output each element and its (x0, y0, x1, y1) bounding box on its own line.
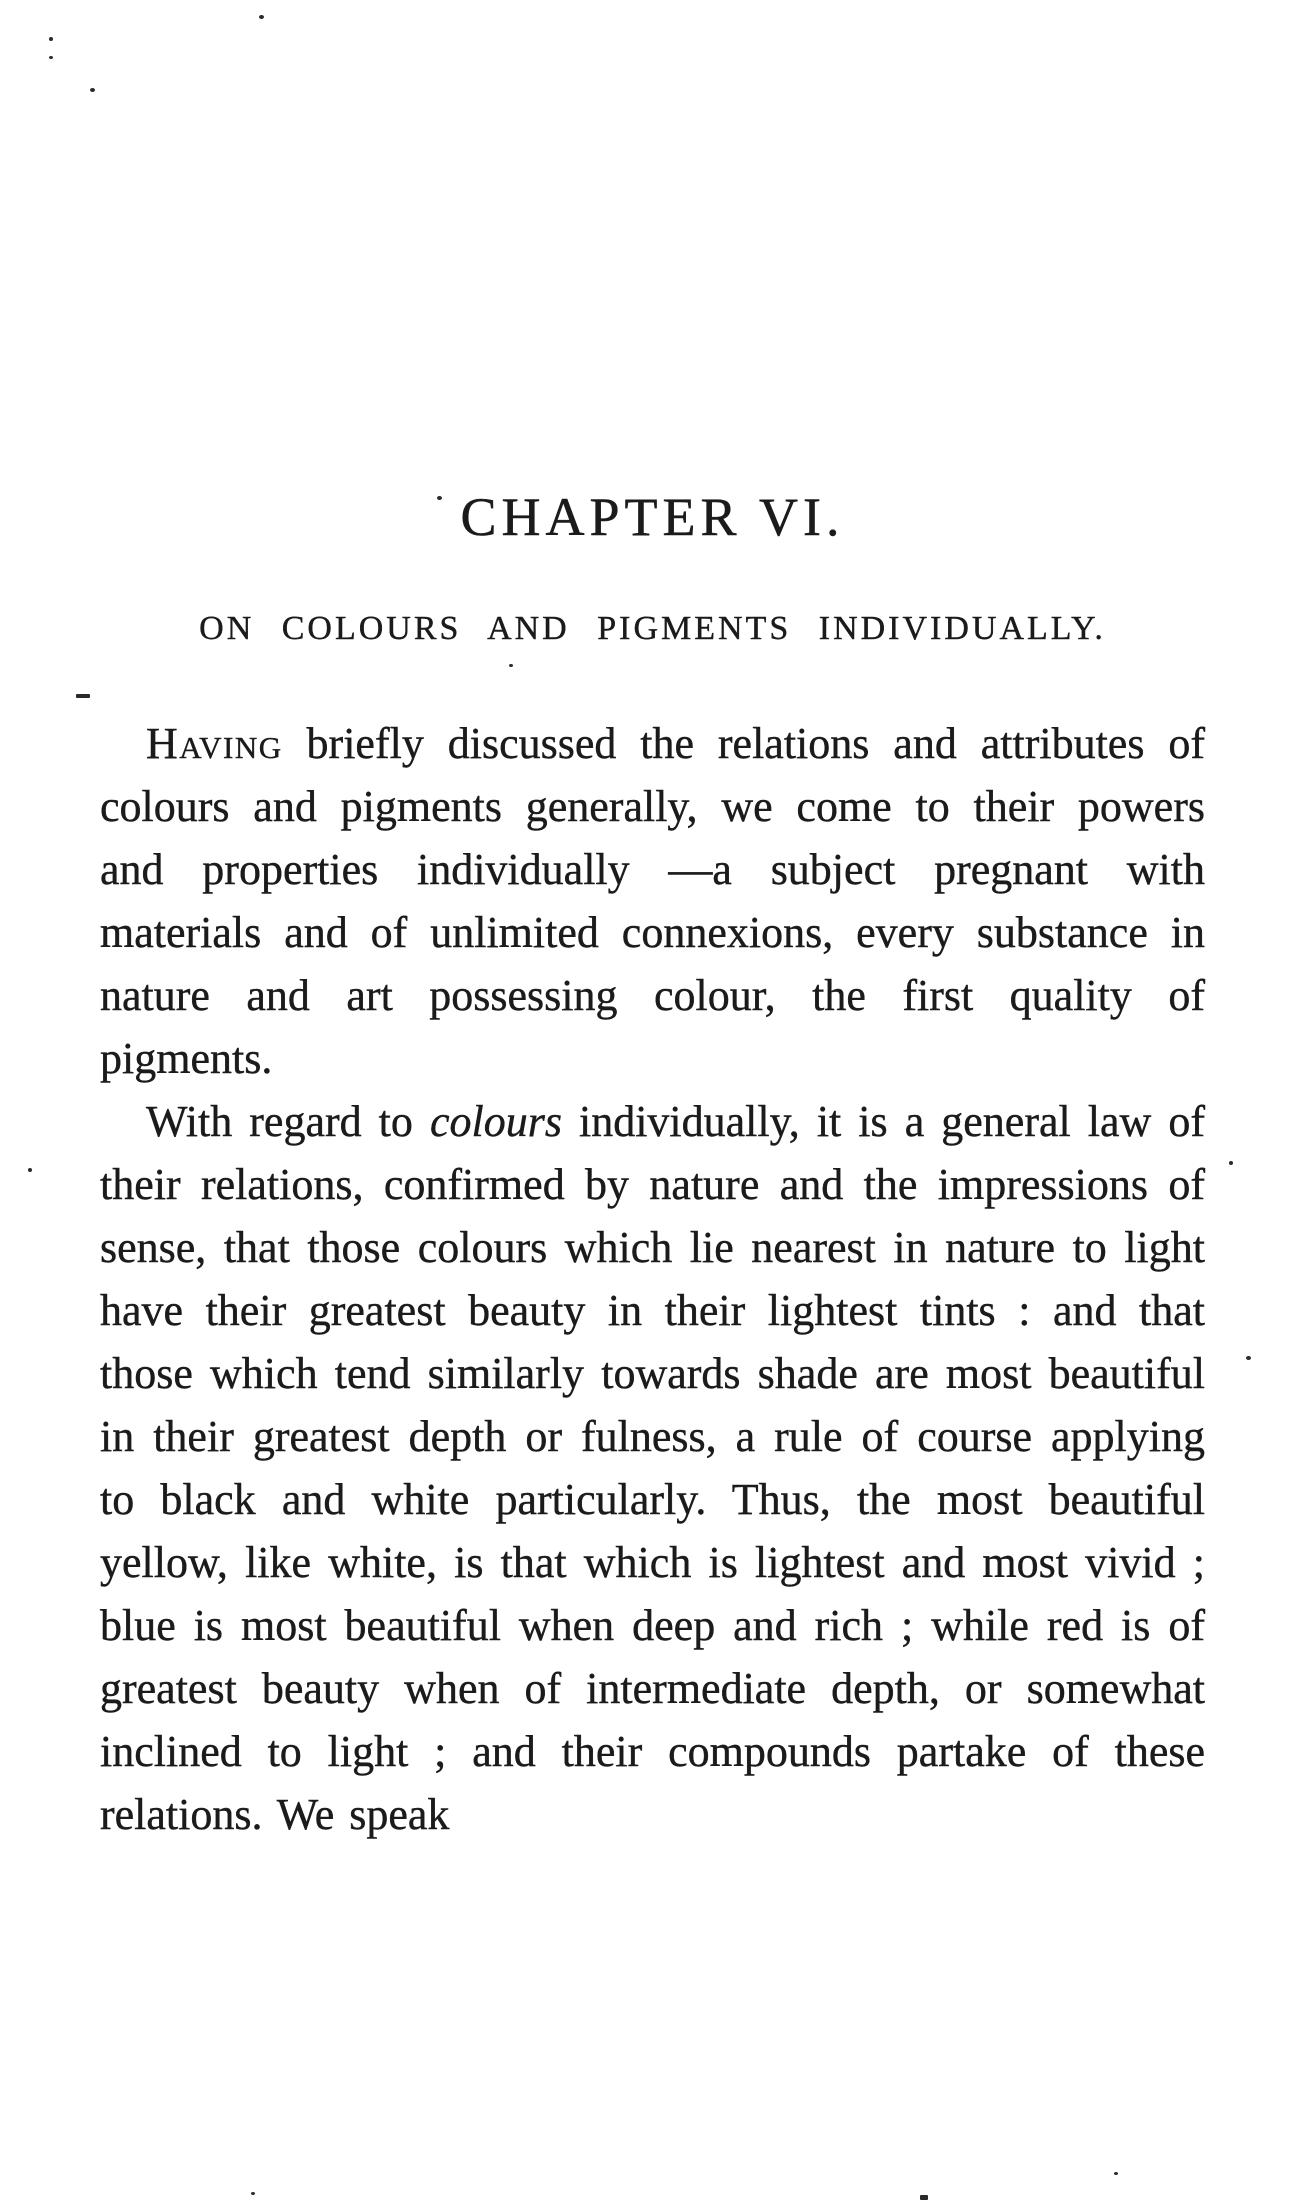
scan-speck (1229, 1161, 1233, 1165)
scan-speck (28, 1168, 32, 1172)
section-heading: ON COLOURS AND PIGMENTS INDIVIDUALLY. (199, 610, 1106, 647)
scan-speck (49, 56, 53, 59)
scan-speck (1114, 2172, 1118, 2175)
paragraph-1-smallcaps-lead: Having (146, 719, 283, 768)
paragraph-2-italic-word: colours (429, 1097, 562, 1146)
paragraph-2 (100, 1090, 1205, 1846)
scan-speck (1246, 1356, 1251, 1360)
scan-speck (251, 2192, 255, 2195)
chapter-title: CHAPTER VI. (460, 487, 845, 547)
paragraph-2-text-after-italic: individually, it is a general law of their relations, confirmed by nature and the impressions of sense, that those colours which lie nearest in nature to light have their greatest beauty in their lightest tints : and that those which tend similarly towards shade are most beautiful in their greatest depth or fulness, a rule of course applying to black and white particularly. Thus, the most beautiful yellow, like white, is that which is lightest and most vivid ; blue is most beautiful when deep and rich ; while red is of greatest beauty when of intermediate depth, or somewhat inclined to light ; and their compounds partake of these relations. We speak (100, 1097, 1205, 1839)
paragraph-1 (100, 712, 1205, 1090)
page-content (100, 0, 1205, 1846)
paragraph-2-text-before-italic: With regard to (146, 1097, 430, 1146)
scan-speck (920, 2195, 928, 2200)
scan-speck (90, 88, 95, 92)
scan-speck (49, 37, 53, 41)
paragraph-1-text: briefly discussed the relations and attributes of colours and pigments generally, we come to their powers and properties individually —a subject pregnant with materials and of unlimited connexions, every substance in nature and art possessing colour, the first quality of pigments. (100, 719, 1205, 1083)
scan-speck (76, 694, 90, 698)
